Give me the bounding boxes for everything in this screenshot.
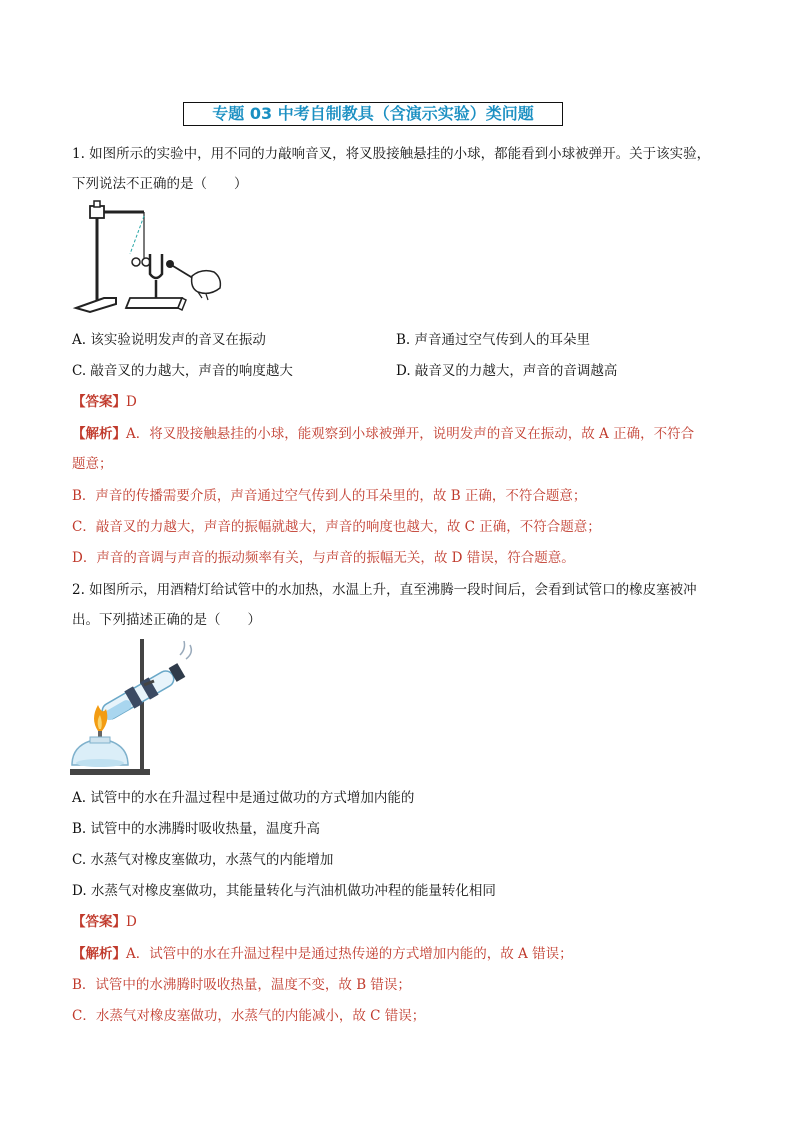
answer-tag: 【答案】 xyxy=(72,914,126,930)
q1-option-c: C. 敲音叉的力越大，声音的响度越大 xyxy=(72,363,293,379)
q1-analysis-c: C．敲音叉的力越大，声音的振幅就越大，声音的响度也越大，故 C 正确，不符合题意； xyxy=(72,519,601,535)
answer-value: D xyxy=(126,394,137,410)
q1-answer xyxy=(72,392,732,412)
q2-analysis-line1 xyxy=(72,944,732,964)
analysis-tag: 【解析】 xyxy=(72,946,126,962)
q1-option-d: D. 敲音叉的力越大，声音的音调越高 xyxy=(396,363,618,379)
q2-option-a: A. 试管中的水在升温过程中是通过做功的方式增加内能的 xyxy=(72,790,415,806)
q1-analysis-line1 xyxy=(72,424,732,444)
q1-option-b: B. 声音通过空气传到人的耳朵里 xyxy=(396,332,591,348)
page-title: 专题 03 中考自制教具（含演示实验）类问题 xyxy=(183,102,563,126)
q2-option-d: D. 水蒸气对橡皮塞做功，其能量转化与汽油机做功冲程的能量转化相同 xyxy=(72,883,496,899)
q2-option-b: B. 试管中的水沸腾时吸收热量，温度升高 xyxy=(72,821,321,837)
analysis-text: A．试管中的水在升温过程中是通过热传递的方式增加内能的，故 A 错误； xyxy=(126,946,573,962)
q2-option-c: C. 水蒸气对橡皮塞做功，水蒸气的内能增加 xyxy=(72,852,334,868)
answer-value: D xyxy=(126,914,137,930)
analysis-text: A．将叉股接触悬挂的小球，能观察到小球被弹开，说明发声的音叉在振动，故 A 正确，不符合 xyxy=(126,426,695,442)
q1-analysis-line2: 题意； xyxy=(72,456,113,472)
q2-analysis-c: C．水蒸气对橡皮塞做功，水蒸气的内能减小，故 C 错误； xyxy=(72,1008,426,1024)
q2-stem-line2: 出。下列描述正确的是（ ） xyxy=(72,612,261,628)
q1-analysis-b: B．声音的传播需要介质，声音通过空气传到人的耳朵里的，故 B 正确，不符合题意； xyxy=(72,488,587,504)
alcohol-lamp-figure xyxy=(68,635,198,781)
q1-option-a: A. 该实验说明发声的音叉在振动 xyxy=(72,332,266,348)
q1-stem-line1: 1. 如图所示的实验中，用不同的力敲响音叉，将叉股接触悬挂的小球，都能看到小球被弹开。关于该实验， xyxy=(72,146,711,162)
q2-answer xyxy=(72,912,732,932)
q1-stem-line2: 下列说法不正确的是（ ） xyxy=(72,176,248,192)
q2-stem-line1: 2. 如图所示，用酒精灯给试管中的水加热，水温上升，直至沸腾一段时间后，会看到试管口的橡皮塞被冲 xyxy=(72,582,697,598)
q2-analysis-b: B．试管中的水沸腾时吸收热量，温度不变，故 B 错误； xyxy=(72,977,411,993)
q1-analysis-d: D．声音的音调与声音的振动频率有关，与声音的振幅无关，故 D 错误，符合题意。 xyxy=(72,550,575,566)
answer-tag: 【答案】 xyxy=(72,394,126,410)
tuning-fork-figure xyxy=(70,198,230,320)
analysis-tag: 【解析】 xyxy=(72,426,126,442)
